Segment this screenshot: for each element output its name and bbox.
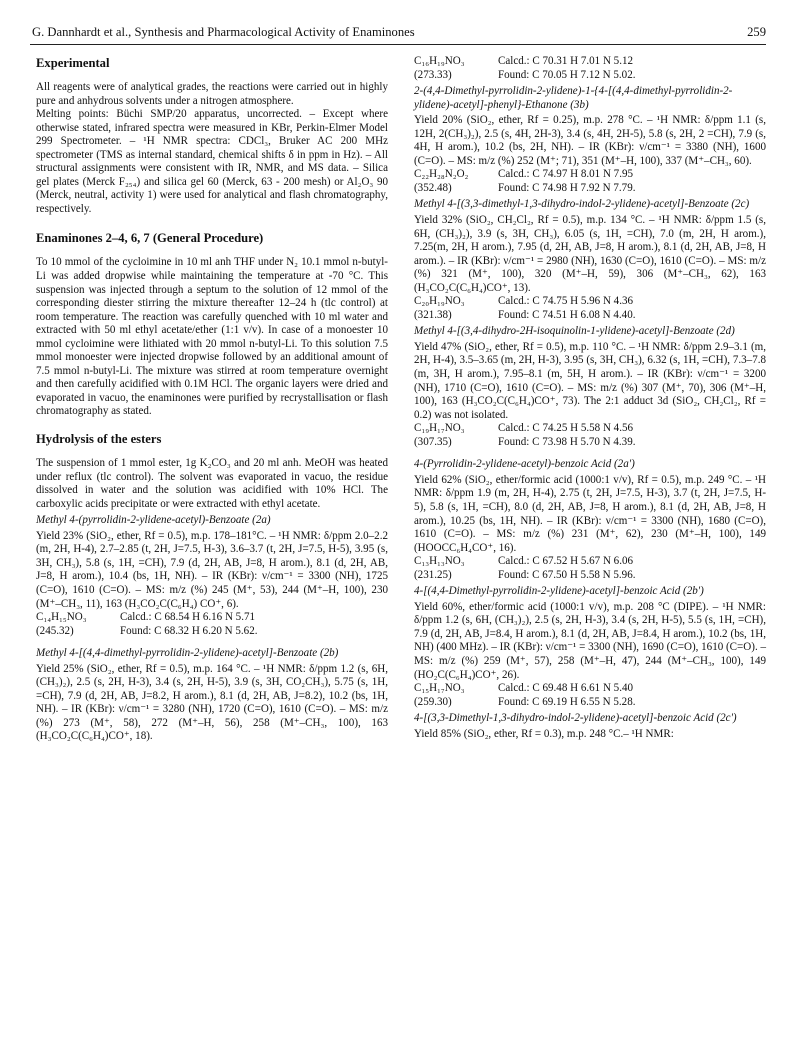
found-2c: Found: C 74.51 H 6.08 N 4.40. [498, 308, 636, 321]
hydrolysis-heading: Hydrolysis of the esters [36, 432, 162, 447]
formula-3b: C₂₂H₂₈N₂O₂ [414, 168, 469, 181]
compound-data-2c-acid: Yield 85% (SiO₂, ether, Rf = 0.3), m.p. 248 °C.– ¹H NMR: [414, 727, 674, 740]
found-2b-acid: Found: C 69.19 H 6.55 N 5.28. [498, 695, 636, 708]
calcd-2a: Calcd.: C 68.54 H 6.16 N 5.71 [120, 611, 256, 624]
calcd-3b: Calcd.: C 74.97 H 8.01 N 7.95 [498, 168, 634, 181]
experimental-heading: Experimental [36, 56, 110, 70]
found-3b: Found: C 74.98 H 7.92 N 7.79. [498, 181, 636, 194]
header-rule [30, 44, 766, 45]
mw-2a-acid: (231.25) [414, 568, 452, 581]
running-title: G. Dannhardt et al., Synthesis and Pharmacological Activity of Enaminones [32, 25, 415, 39]
page-number: 259 [747, 25, 766, 39]
left-column [36, 55, 388, 744]
right-column [414, 55, 766, 741]
found-2a: Found: C 68.32 H 6.20 N 5.62. [120, 624, 258, 637]
compound-title-2b-acid: 4-[(4,4-Dimethyl-pyrrolidin-2-ylidene)-acetyl]-benzoic Acid (2b') [414, 585, 704, 598]
calcd-2b-acid: Calcd.: C 69.48 H 6.61 N 5.40 [498, 682, 634, 695]
elemental-analysis-2c [414, 295, 766, 322]
compound-data-2d: Yield 47% (SiO₂, ether, Rf = 0.5), m.p. 110 °C. – ¹H NMR: δ/ppm 2.9–3.1 (m, 2H, H-4), 3.5–3.65 (m, 2H, H-3), 3.95 (s, 3H, CH₃), 6.32 (s, 1H, =CH), 7.3–7.8 (m, 3H, H arom.), 7.95–8.1 (m, 5H, H arom.). – IR (KBr): ν/cm⁻¹ = 3200 (NH), 1710 (C=O), 1610 (C=O). – MS: m/z (%) 307 (M⁺, 70), 306 (M⁺–H, 100), 163 (H₃CO₂C(C₆H₄)CO⁺, 73). The 2:1 adduct 3d (SiO₂, CH₂Cl₂, Rf = 0.2) was not isolated. [414, 340, 766, 421]
compound-data-2a-acid: Yield 62% (SiO₂, ether/formic acid (1000:1 v/v), Rf = 0.5), m.p. 249 °C. – ¹H NMR: δ/ppm 1.9 (m, 2H, H-4), 2.75 (t, 2H, J=7.5, H-3), 3.7 (t, 2H, J=7.5, H-5), 5.8 (s, 1H, =CH), 8.0 (d, 2H, AB, J=8, H arom.), 8.1 (d, 2H, AB, J=8, H arom.), 10.25 (bs, 1H, NH). – IR (KBr): ν/cm⁻¹ = 3300 (NH), 1680 (C=O), 1610 (C=O). – MS: m/z (%) 231 (M⁺, 62), 230 (M⁺–H, 100), 149 (HOOCC₆H₄CO⁺, 16). [414, 473, 766, 554]
compound-title-2a-acid: 4-(Pyrrolidin-2-ylidene-acetyl)-benzoic Acid (2a') [414, 458, 635, 471]
compound-title-2c: Methyl 4-[(3,3-dimethyl-1,3-dihydro-indol-2-ylidene)-acetyl]-Benzoate (2c) [414, 198, 750, 211]
reagents-paragraph: All reagents were of analytical grades, the reactions were carried out in highly pure and anhydrous solvents under a nitrogen atmosphere. [36, 81, 388, 107]
hydrolysis-paragraph: The suspension of 1 mmol ester, 1g K₂CO₃ and 20 ml anh. MeOH was heated under reflux (tlc control). The solvent was evaporated in vacuo, the residue dissolved in water and the solution was acidified with 10% HCl. The carboxylic acids precipitate or were extracted with ethyl acetate. [36, 457, 388, 510]
mw-2a: (245.32) [36, 624, 74, 637]
general-procedure-heading: Enaminones 2–4, 6, 7 (General Procedure) [36, 231, 264, 246]
elemental-analysis-2a-acid [414, 555, 766, 582]
elemental-analysis-2a [36, 611, 388, 638]
mw-2d: (307.35) [414, 435, 452, 448]
methods-paragraph: Melting points: Büchi SMP/20 apparatus, uncorrected. – Except where otherwise stated, infrared spectra were measured in KBr, Perkin-Elmer Model 299 Spectrometer. – ¹H NMR spectra: CDCl₃, Bruker AC 200 MHz spectrometer (TMS as internal standard, chemical shifts δ in ppm in Hz). – All structural assignments were consistent with IR, NMR, and MS data. – Silica gel plates (Merck F₂₅₄) and silica gel 60 (Merck, 63 - 200 mesh) or Al₂O₃ 90 (Merck, neutral, activity 1) were used for analytical and flash chromatography, respectively. [36, 108, 388, 215]
compound-title-2a: Methyl 4-(pyrrolidin-2-ylidene-acetyl)-Benzoate (2a) [36, 514, 271, 527]
calcd-2c: Calcd.: C 74.75 H 5.96 N 4.36 [498, 295, 634, 308]
compound-data-2c: Yield 32% (SiO₂, CH₂Cl₂, Rf = 0.5), m.p. 134 °C. – ¹H NMR: δ/ppm 1.5 (s, 6H, (CH₃)₂), 3.9 (s, 3H, CH₃), 6.05 (s, 1H, =CH), 7.0 (m, 2H, H arom.), 7.25(m, 2H, H arom.), 7.95 (d, 2H, AB, J=8, H arom.), 8.1 (d, 2H, AB, J=8, H arom.). – IR (KBr): ν/cm⁻¹ = 2980 (NH), 1630 (C=O), 1610 (C=O). – MS: m/z (%) 321 (M⁺, 100), 320 (M⁺–H, 59), 306 (M⁺–CH₃, 62), 163 (H₃CO₂C(C₆H₄)CO⁺, 13). [414, 214, 766, 294]
general-procedure-paragraph: To 10 mmol of the cycloimine in 10 ml anh THF under N₂ 10.1 mmol n-butyl-Li was added dropwise while maintaining the temperature at -70 °C. This suspension was injected through a septum to the solution of 12 mmol of the corresponding diester stirring the mixture thereafter 12–24 h (tlc control) at room temperature. The reaction was carefully quenched with 10 ml water and extracted with 50 ml ethyl acetate/ether (1:1 v/v). In case of a monoester 10 mmol cycloimine were lithiated with 20 mmol n-butyl-Li. To this solution 7.5 mmol monoester were injected dropwise followed by an additional amount of 7.5 mmol n-butyl-Li. The mixture was stirred at room temperature overnight and then carefully acidified with 0.1M HCl. The organic layers were dried and evaporated in vacuo, the enaminones were purified by recrystallisation or flash chromatography as stated. [36, 256, 388, 418]
elemental-analysis-3b [414, 168, 766, 195]
mw-2b: (273.33) [414, 68, 452, 81]
formula-2a-acid: C₁₃H₁₃NO₃ [414, 555, 465, 568]
compound-data-2b-acid: Yield 60%, ether/formic acid (1000:1 v/v), m.p. 208 °C (DIPE). – ¹H NMR: δ/ppm 1.2 (s, 6H, (CH₃)₂), 2.5 (s, 2H, H-3), 3.4 (s, 2H, H-5), 5.5 (s, 1H, =CH), 7.9 (d, 2H, AB, J=8.4, H arom.), 8.1 (d, 2H, AB, J=8.4, H arom.), 10.2 (bs, 1H, NH) (400 MHz). – IR (KBr): ν/cm⁻¹ = 3300 (NH), 1690 (C=O), 1610 (C=O). – MS: m/z (%) 259 (M⁺, 57), 258 (M⁺–H, 47), 244 (M⁺–CH₃, 100), 149 (HO₂C(C₆H₄)CO⁺, 26). [414, 600, 766, 681]
compound-title-2c-acid: 4-[(3,3-Dimethyl-1,3-dihydro-indol-2-ylidene)-acetyl]-benzoic Acid (2c') [414, 712, 737, 725]
compound-data-3b: Yield 20% (SiO₂, ether, Rf = 0.25), m.p. 278 °C. – ¹H NMR: δ/ppm 1.1 (s, 12H, 2(CH₃)₂), 2.5 (s, 4H, 2H-3), 3.4 (s, 4H, 2H-5), 5.8 (s, 2H, 2 =CH), 7.9 (s, 4H, H arom.), 10.2 (bs, 2H, NH). – IR (KBr): ν/cm⁻¹ = 3380 (NH), 1600 (C=O). – MS: m/z (%) 252 (M⁺; 71), 351 (M⁺–H, 100), 337 (M⁺–CH₃, 60). [414, 114, 766, 167]
found-2d: Found: C 73.98 H 5.70 N 4.39. [498, 435, 636, 448]
mw-2c: (321.38) [414, 308, 452, 321]
compound-title-3b: 2-(4,4-Dimethyl-pyrrolidin-2-ylidene)-1-{4-[(4,4-dimethyl-pyrrolidin-2-ylidene)-acetyl]-phenyl}-Ethanone (3b) [414, 85, 733, 111]
compound-title-2b: Methyl 4-[(4,4-dimethyl-pyrrolidin-2-ylidene)-acetyl]-Benzoate (2b) [36, 647, 339, 660]
elemental-analysis-2b [414, 55, 766, 82]
elemental-analysis-2b-acid [414, 682, 766, 709]
mw-3b: (352.48) [414, 181, 452, 194]
compound-title-2d: Methyl 4-[(3,4-dihydro-2H-isoquinolin-1-ylidene)-acetyl]-Benzoate (2d) [414, 325, 735, 338]
mw-2b-acid: (259.30) [414, 695, 452, 708]
compound-data-2a: Yield 23% (SiO₂, ether, Rf = 0.5), m.p. 178–181°C. – ¹H NMR: δ/ppm 2.0–2.2 (m, 2H, H-4), 2.7–2.85 (t, 2H, J=7.5, H-3), 3.6–3.7 (t, 2H, J=7.5, H-5), 3.95 (s, 3H, CH₃), 5.8 (s, 1H, =CH), 7.9 (d, 2H, AB, J=8, H arom.), 8.1 (d, 2H, AB, J=8, H arom.), 10.4 (bs, 1H, NH). – IR (KBr): ν/cm⁻¹ = 3300 (NH), 1725 (C=O), 1610 (C=O). – MS: m/z (%) 245 (M⁺, 53), 244 (M⁺–H, 100), 230 (M⁺–CH₃, 11), 163 (H₃CO₂C(C₆H₄) CO⁺, 6). [36, 529, 388, 610]
formula-2b: C₁₆H₁₉NO₃ [414, 55, 465, 67]
calcd-2b: Calcd.: C 70.31 H 7.01 N 5.12 [498, 55, 634, 67]
running-header [30, 22, 766, 42]
found-2a-acid: Found: C 67.50 H 5.58 N 5.96. [498, 568, 636, 581]
found-2b: Found: C 70.05 H 7.12 N 5.02. [498, 68, 636, 81]
formula-2d: C₁₉H₁₇NO₃ [414, 422, 465, 435]
formula-2c: C₂₀H₁₉NO₃ [414, 295, 465, 308]
compound-data-2b: Yield 25% (SiO₂, ether, Rf = 0.5), m.p. 164 °C. – ¹H NMR: δ/ppm 1.2 (s, 6H, (CH₃)₂), 2.5 (s, 2H, H-3), 3.4 (s, 2H, H-5), 3.9 (s, 3H, CO₂CH₃), 5.75 (s, 1H, =CH), 7.9 (d, 2H, AB, J=8.2, H arom.), 8.1 (d, 2H, AB, J=8.2), 10.2 (bs, 1H, NH). – IR (KBr): ν/cm⁻¹ = 3280 (NH), 1720 (C=O), 1610 (C=O). – MS: m/z (%) 273 (M⁺, 58), 272 (M⁺–H, 56), 258 (M⁺–CH₃, 100), 163 (H₃CO₂C(C₆H₄)CO⁺, 18). [36, 662, 388, 743]
calcd-2d: Calcd.: C 74.25 H 5.58 N 4.56 [498, 422, 634, 435]
formula-2b-acid: C₁₅H₁₇NO₃ [414, 682, 465, 695]
elemental-analysis-2d [414, 422, 766, 449]
calcd-2a-acid: Calcd.: C 67.52 H 5.67 N 6.06 [498, 555, 634, 568]
formula-2a: C₁₄H₁₅NO₃ [36, 611, 87, 624]
